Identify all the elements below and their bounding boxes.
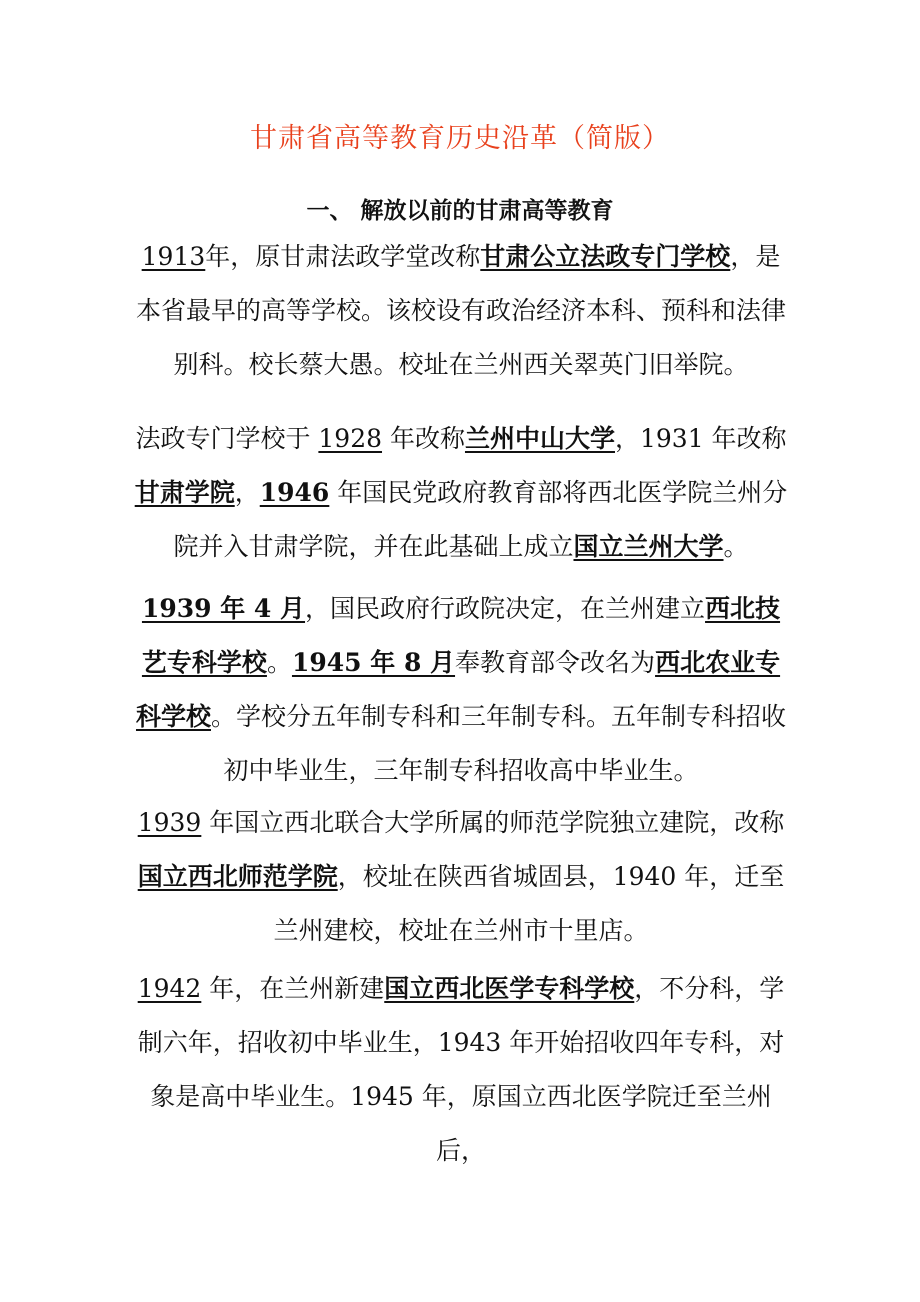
p3-text-3: 奉教育部令改名为 xyxy=(455,648,656,677)
p2-text-3: ，1931 年改称 xyxy=(614,424,787,453)
section-heading: 一、 解放以前的甘肃高等教育 xyxy=(306,198,614,224)
date-1945-08: 1945 年 8 月 xyxy=(291,648,456,677)
p4-text-2: ，校址在陕西省城固县，1940 年，迁至兰州建校，校址在兰州市十里店。 xyxy=(273,862,785,945)
p5-text-2: ，不分科，学制六年，招收初中毕业生，1943 年开始招收四年专科，对象是高中毕业生。1945 年，原国立西北医学院迁至兰州后， xyxy=(137,974,785,1165)
paragraph-1913 xyxy=(130,230,792,392)
year-1942: 1942 xyxy=(137,974,202,1003)
school-lanzhou-zhongshan: 兰州中山大学 xyxy=(464,424,615,453)
paragraph-1942-medical xyxy=(130,962,792,1178)
p1-text-1: 年，原甘肃法政学堂改称 xyxy=(205,242,481,271)
paragraph-law-school xyxy=(130,412,792,574)
p3-text-1: ，国民政府行政院决定，在兰州建立 xyxy=(305,594,706,623)
school-gansu-law: 甘肃公立法政专门学校 xyxy=(480,242,731,271)
p2-text-4: ， xyxy=(234,478,260,507)
school-northwest-normal: 国立西北师范学院 xyxy=(137,862,338,891)
school-northwest-technical: 西北技艺专科学校 xyxy=(141,594,781,677)
school-lanzhou-university: 国立兰州大学 xyxy=(573,532,724,561)
p2-text-1: 法政专门学校于 xyxy=(135,424,319,453)
p4-text-1: 年国立西北联合大学所属的师范学院独立建院，改称 xyxy=(201,808,785,837)
p2-text-2: 年改称 xyxy=(382,424,465,453)
p5-text-1: 年，在兰州新建 xyxy=(201,974,385,1003)
year-1928: 1928 xyxy=(318,424,383,453)
document-title: 甘肃省高等教育历史沿革（简版） xyxy=(250,123,670,154)
p3-text-2: 。 xyxy=(266,648,292,677)
p2-text-5: 年国民党政府教育部将西北医学院兰州分院并入甘肃学院，并在此基础上成立 xyxy=(173,478,788,561)
p3-text-4: 。学校分五年制专科和三年制专科。五年制专科招收初中毕业生，三年制专科招收高中毕业生。 xyxy=(211,702,787,785)
date-1939-04: 1939 年 4 月 xyxy=(141,594,306,623)
school-northwest-agricultural: 西北农业专科学校 xyxy=(135,648,781,731)
school-northwest-medical: 国立西北医学专科学校 xyxy=(384,974,635,1003)
year-1946: 1946 xyxy=(259,478,330,507)
paragraph-1939-technical xyxy=(130,582,792,798)
year-1913: 1913 xyxy=(141,242,206,271)
paragraph-1939-normal xyxy=(130,796,792,958)
p2-text-6: 。 xyxy=(723,532,749,561)
p1-text-2: ，是本省最早的高等学校。该校设有政治经济本科、预科和法律别科。校长蔡大愚。校址在兰州西关翠英门旧举院。 xyxy=(135,242,786,379)
school-gansu-college: 甘肃学院 xyxy=(134,478,235,507)
year-1939: 1939 xyxy=(137,808,202,837)
